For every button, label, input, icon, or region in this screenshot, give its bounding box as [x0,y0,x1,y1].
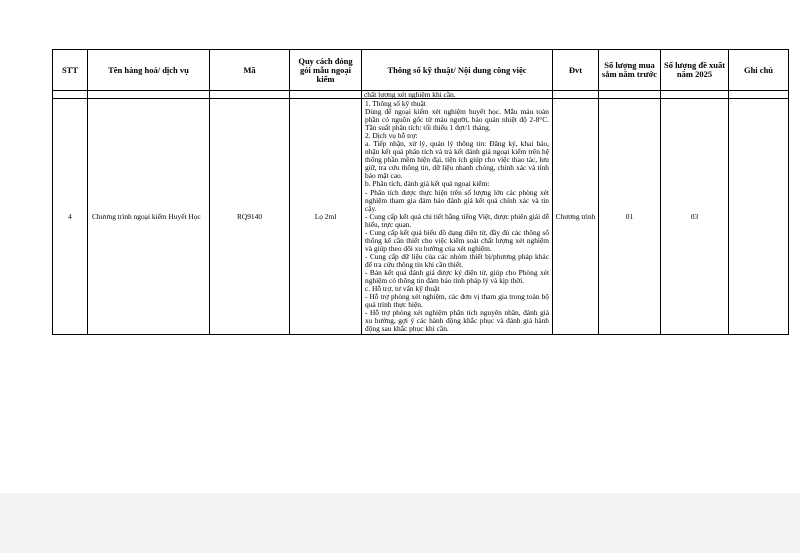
spec-line: c. Hỗ trợ, tư vấn kỹ thuật [365,284,440,294]
spec-line: 2. Dịch vụ hỗ trợ: [365,131,418,141]
header-unit: Đvt [553,50,599,91]
cell-name: Chương trình ngoại kiểm Huyết Học [88,99,210,335]
spec-line: a. Tiếp nhận, xử lý, quản lý thông tin: Đăng ký, khai báo, nhận kết quả phân tích và trả kết đánh giá ngoại kiểm trên hệ thống phần mềm hiện đại, tiện ích giúp cho việc thao tác, lưu giữ, tra cứu thông tin, dữ liệu nhanh chóng, chính xác và tính bảo mật cao. [365,139,549,181]
cell-packing: Lọ 2ml [290,99,362,335]
spec-line: 1. Thông số kỹ thuật [365,99,426,108]
spec-line: - Cung cấp kết quả biểu đồ dạng điện tử, đầy đủ các thông số thống kê cần thiết cho việc kiểm soát chất lượng xét nghiệm và giúp theo dõi xu hướng của xét nghiệm. [365,227,549,253]
table-row-previous [53,91,789,99]
header-name: Tên hàng hoá/ dịch vụ [88,50,210,91]
prev-spec-tail: chất lượng xét nghiệm khi cần. [362,91,553,99]
header-code: Mã [210,50,290,91]
spec-line: - Cung cấp dữ liệu của các nhóm thiết bị/phương pháp khác để tra cứu thông tin khi cần thiết. [365,251,549,269]
header-qty-2025: Số lượng đề xuất năm 2025 [661,50,729,91]
cell-note [729,99,789,335]
spec-line: b. Phân tích, đánh giá kết quả ngoại kiểm: [365,179,490,189]
page-margin-area [0,493,800,553]
header-row [53,50,789,91]
header-packing: Quy cách đóng gói mẫu ngoại kiểm [290,50,362,91]
cell-unit: Chương trình [553,99,599,335]
cell-spec [362,99,553,335]
cell-qty-2025: 03 [661,99,729,335]
spec-line: - Bản kết quả đánh giá được ký điện tử, giúp cho Phòng xét nghiệm có thông tin đảm bảo tính pháp lý và kịp thời. [365,267,549,286]
spec-line: - Hỗ trợ phòng xét nghiệm, các đơn vị tham gia trong toàn bộ quá trình thực hiện. [365,292,549,310]
spec-line: Dùng để ngoại kiểm xét nghiệm huyết học. Mẫu máu toàn phần có nguồn gốc từ máu người, bảo quản nhiệt độ 2-8°C. Tần suất phân tích: tối thiểu 1 đợt/1 tháng. [365,107,549,133]
spec-line: - Cung cấp kết quả chi tiết bằng tiếng Việt, được phiên giải dễ hiểu, trực quan. [365,211,549,229]
spec-line: - Hỗ trợ phòng xét nghiệm phân tích nguyên nhân, đánh giá xu hướng, gợi ý các hành động khắc phục và đánh giá hành động sau khắc phục khi cần. [365,308,549,334]
header-qty-prev: Số lượng mua sắm năm trước [599,50,661,91]
cell-code: RQ9140 [210,99,290,335]
header-stt: STT [53,50,88,91]
header-note: Ghi chú [729,50,789,91]
procurement-table [52,49,789,335]
cell-qty-prev: 01 [599,99,661,335]
spec-line: - Phân tích được thực hiện trên số lượng lớn các phòng xét nghiệm tham gia đảm bảo đánh giá kết quả chính xác và tin cậy. [365,187,549,213]
cell-stt: 4 [53,99,88,335]
table-row [53,99,789,335]
header-spec: Thông số kỹ thuật/ Nội dung công việc [362,50,553,91]
